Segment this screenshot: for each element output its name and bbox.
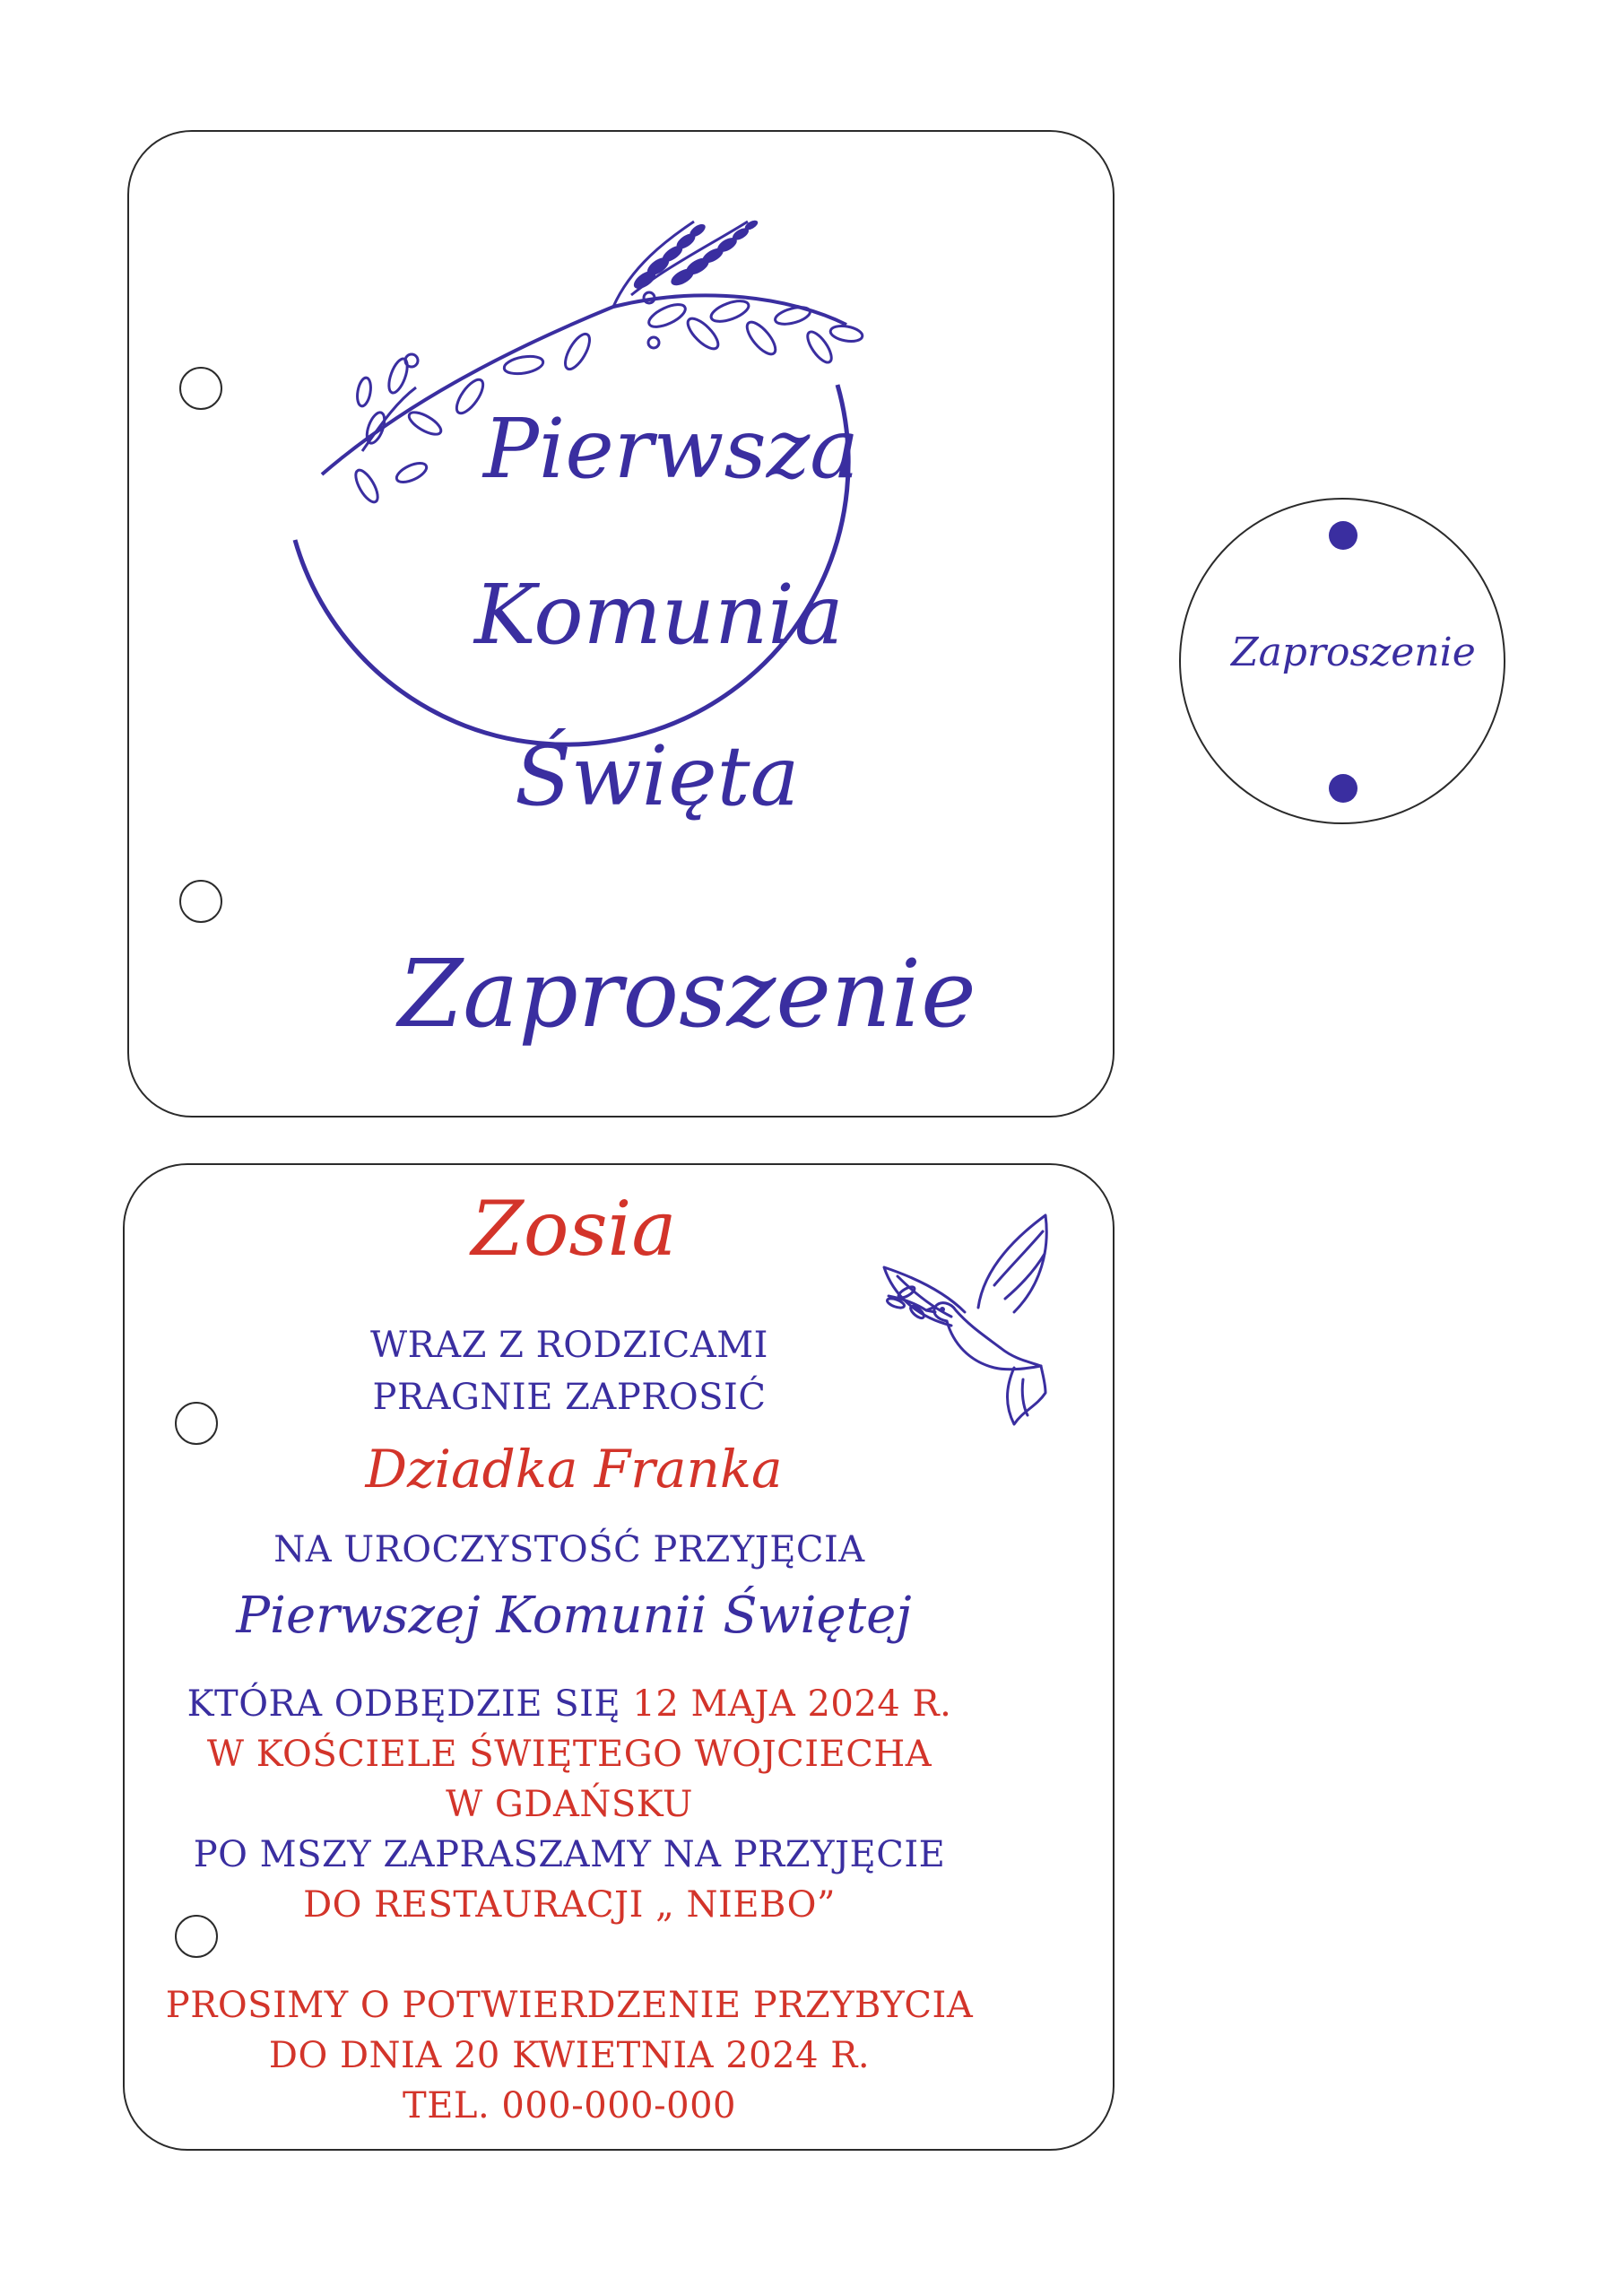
phone-line: TEL. 000-000-000 xyxy=(403,2085,736,2126)
church-line: W KOŚCIELE ŚWIĘTEGO WOJCIECHA xyxy=(206,1734,932,1775)
invitation-line3: NA UROCZYSTOŚĆ PRZYJĘCIA xyxy=(273,1529,865,1570)
invitation-date-line xyxy=(75,1683,1063,1725)
cover-card xyxy=(127,130,1115,1118)
rsvp-line2: DO DNIA 20 KWIETNIA 2024 R. xyxy=(268,2035,871,2076)
date-prefix: KTÓRA ODBĘDZIE SIĘ xyxy=(186,1683,621,1725)
cover-title-line2: Komunia xyxy=(474,567,844,663)
restaurant-line: DO RESTAURACJI „ NIEBO” xyxy=(303,1884,836,1926)
round-tag xyxy=(1179,498,1505,824)
cover-title-line3: Święta xyxy=(515,728,800,824)
event-name: Pierwszej Komunii Świętej xyxy=(236,1587,912,1645)
rsvp-line1: PROSIMY O POTWIERDZENIE PRZYBYCIA xyxy=(165,1985,974,2026)
invitation-line2: PRAGNIE ZAPROSIĆ xyxy=(372,1377,767,1418)
invitation-card xyxy=(123,1163,1115,2151)
tag-label: Zaproszenie xyxy=(1231,630,1476,675)
event-date: 12 MAJA 2024 R. xyxy=(632,1683,952,1725)
cover-subtitle: Zaproszenie xyxy=(398,939,976,1048)
city-line: W GDAŃSKU xyxy=(446,1784,693,1825)
party-line: PO MSZY ZAPRASZAMY NA PRZYJĘCIE xyxy=(193,1834,946,1875)
guest-name: Dziadka Franka xyxy=(365,1439,783,1500)
child-name: Zosia xyxy=(471,1185,677,1273)
invitation-line1: WRAZ Z RODZICAMI xyxy=(370,1325,768,1366)
cover-title-line1: Pierwsza xyxy=(483,401,860,497)
tag-hole-top xyxy=(1329,521,1357,550)
tag-hole-bottom xyxy=(1329,774,1357,803)
